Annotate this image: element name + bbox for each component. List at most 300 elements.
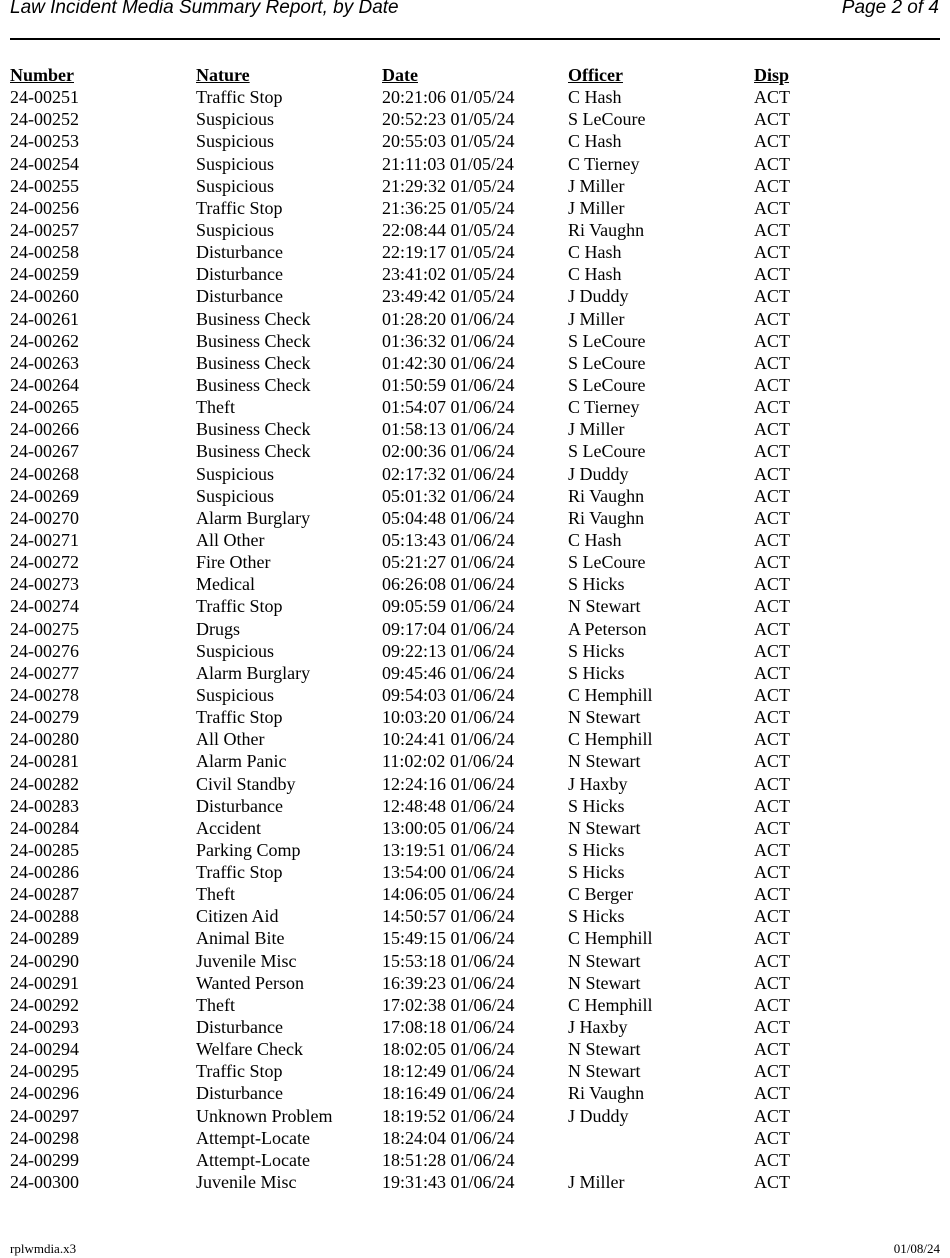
incident-number: 24-00283 [10, 795, 79, 816]
incident-number: 24-00297 [10, 1105, 79, 1126]
incident-date: 06:26:08 01/06/24 [382, 574, 515, 595]
incident-date: 17:08:18 01/06/24 [382, 1017, 515, 1038]
incident-number: 24-00291 [10, 972, 79, 993]
table-row [10, 662, 940, 684]
table-row [10, 1149, 940, 1171]
incident-officer: Ri Vaughn [568, 1083, 645, 1104]
incident-date: 01:50:59 01/06/24 [382, 374, 515, 395]
incident-nature: Alarm Burglary [196, 662, 311, 683]
table-row [10, 130, 940, 152]
incident-officer: N Stewart [568, 596, 641, 617]
incident-disp: ACT [754, 397, 790, 418]
table-header-row [10, 64, 940, 86]
incident-nature: Traffic Stop [196, 87, 283, 108]
incident-disp: ACT [754, 817, 790, 838]
table-row [10, 839, 940, 861]
incident-nature: Traffic Stop [196, 1061, 283, 1082]
incident-nature: Drugs [196, 618, 240, 639]
incident-date: 09:54:03 01/06/24 [382, 684, 515, 705]
incident-nature: Suspicious [196, 463, 275, 484]
incident-officer: J Miller [568, 419, 625, 440]
incident-officer: S LeCoure [568, 330, 646, 351]
incident-disp: ACT [754, 773, 790, 794]
table-row [10, 1038, 940, 1060]
incident-number: 24-00287 [10, 884, 79, 905]
table-row [10, 197, 940, 219]
report-title: Law Incident Media Summary Report, by Date [10, 0, 399, 18]
incident-officer: S LeCoure [568, 109, 646, 130]
incident-nature: All Other [196, 529, 265, 550]
table-row [10, 396, 940, 418]
incident-number: 24-00289 [10, 928, 79, 949]
incident-number: 24-00282 [10, 773, 79, 794]
incident-disp: ACT [754, 552, 790, 573]
incident-officer: Ri Vaughn [568, 507, 645, 528]
table-row [10, 219, 940, 241]
incident-disp: ACT [754, 1039, 790, 1060]
incident-number: 24-00273 [10, 574, 79, 595]
table-row [10, 773, 940, 795]
incident-nature: Alarm Burglary [196, 507, 311, 528]
incident-nature: Disturbance [196, 1017, 283, 1038]
incident-number: 24-00277 [10, 662, 79, 683]
incident-nature: Disturbance [196, 242, 283, 263]
incident-nature: Suspicious [196, 485, 275, 506]
table-row [10, 308, 940, 330]
incident-nature: Disturbance [196, 795, 283, 816]
incident-officer: S Hicks [568, 640, 625, 661]
incident-date: 05:21:27 01/06/24 [382, 552, 515, 573]
table-row [10, 507, 940, 529]
incident-date: 05:13:43 01/06/24 [382, 529, 515, 550]
table-row [10, 684, 940, 706]
table-row [10, 463, 940, 485]
incident-table [10, 64, 940, 1193]
incident-officer: N Stewart [568, 707, 641, 728]
incident-date: 18:19:52 01/06/24 [382, 1105, 515, 1126]
incident-officer: J Miller [568, 1172, 625, 1193]
incident-date: 09:45:46 01/06/24 [382, 662, 515, 683]
incident-disp: ACT [754, 1172, 790, 1193]
incident-number: 24-00255 [10, 175, 79, 196]
incident-nature: Suspicious [196, 219, 275, 240]
incident-date: 10:03:20 01/06/24 [382, 707, 515, 728]
table-row [10, 728, 940, 750]
incident-number: 24-00281 [10, 751, 79, 772]
incident-date: 16:39:23 01/06/24 [382, 972, 515, 993]
incident-date: 05:01:32 01/06/24 [382, 485, 515, 506]
incident-nature: Wanted Person [196, 972, 305, 993]
incident-disp: ACT [754, 1105, 790, 1126]
incident-number: 24-00264 [10, 374, 79, 395]
incident-disp: ACT [754, 795, 790, 816]
incident-date: 23:41:02 01/05/24 [382, 264, 515, 285]
incident-nature: Business Check [196, 419, 311, 440]
incident-number: 24-00261 [10, 308, 79, 329]
incident-number: 24-00269 [10, 485, 79, 506]
table-row [10, 883, 940, 905]
column-header-officer: Officer [568, 65, 623, 85]
table-row [10, 1016, 940, 1038]
incident-disp: ACT [754, 906, 790, 927]
incident-officer: Ri Vaughn [568, 485, 645, 506]
incident-officer: N Stewart [568, 1039, 641, 1060]
incident-number: 24-00284 [10, 817, 79, 838]
table-row [10, 927, 940, 949]
incident-disp: ACT [754, 441, 790, 462]
incident-disp: ACT [754, 928, 790, 949]
incident-number: 24-00251 [10, 87, 79, 108]
incident-date: 05:04:48 01/06/24 [382, 507, 515, 528]
incident-disp: ACT [754, 109, 790, 130]
incident-disp: ACT [754, 751, 790, 772]
table-row [10, 1082, 940, 1104]
incident-date: 18:51:28 01/06/24 [382, 1149, 515, 1170]
incident-number: 24-00272 [10, 552, 79, 573]
incident-number: 24-00290 [10, 950, 79, 971]
incident-number: 24-00292 [10, 994, 79, 1015]
incident-nature: Unknown Problem [196, 1105, 333, 1126]
incident-officer: C Hash [568, 529, 622, 550]
table-row [10, 551, 940, 573]
incident-disp: ACT [754, 618, 790, 639]
incident-number: 24-00270 [10, 507, 79, 528]
incident-number: 24-00288 [10, 906, 79, 927]
incident-number: 24-00280 [10, 729, 79, 750]
header-divider [10, 38, 940, 40]
incident-nature: Juvenile Misc [196, 1172, 297, 1193]
table-row [10, 972, 940, 994]
incident-officer: Ri Vaughn [568, 219, 645, 240]
incident-disp: ACT [754, 684, 790, 705]
incident-number: 24-00271 [10, 529, 79, 550]
incident-number: 24-00263 [10, 352, 79, 373]
incident-date: 01:54:07 01/06/24 [382, 397, 515, 418]
incident-disp: ACT [754, 286, 790, 307]
incident-nature: Suspicious [196, 684, 275, 705]
incident-disp: ACT [754, 596, 790, 617]
incident-disp: ACT [754, 131, 790, 152]
incident-nature: Attempt-Locate [196, 1127, 310, 1148]
incident-officer: C Hash [568, 131, 622, 152]
incident-date: 01:58:13 01/06/24 [382, 419, 515, 440]
incident-disp: ACT [754, 839, 790, 860]
incident-nature: Suspicious [196, 640, 275, 661]
incident-officer: J Duddy [568, 1105, 629, 1126]
incident-number: 24-00300 [10, 1172, 79, 1193]
table-row [10, 529, 940, 551]
incident-officer: C Hash [568, 242, 622, 263]
incident-nature: Animal Bite [196, 928, 285, 949]
incident-nature: Traffic Stop [196, 596, 283, 617]
incident-number: 24-00256 [10, 197, 79, 218]
incident-date: 21:11:03 01/05/24 [382, 153, 514, 174]
table-row [10, 241, 940, 263]
incident-nature: Theft [196, 397, 235, 418]
incident-date: 20:52:23 01/05/24 [382, 109, 515, 130]
incident-officer: A Peterson [568, 618, 647, 639]
incident-nature: Business Check [196, 374, 311, 395]
incident-number: 24-00268 [10, 463, 79, 484]
incident-nature: All Other [196, 729, 265, 750]
incident-nature: Civil Standby [196, 773, 296, 794]
incident-officer: C Hemphill [568, 928, 653, 949]
incident-date: 09:05:59 01/06/24 [382, 596, 515, 617]
incident-date: 18:02:05 01/06/24 [382, 1039, 515, 1060]
incident-disp: ACT [754, 153, 790, 174]
incident-disp: ACT [754, 1061, 790, 1082]
incident-date: 18:24:04 01/06/24 [382, 1127, 515, 1148]
incident-nature: Juvenile Misc [196, 950, 297, 971]
incident-disp: ACT [754, 463, 790, 484]
incident-disp: ACT [754, 419, 790, 440]
incident-nature: Traffic Stop [196, 197, 283, 218]
incident-number: 24-00295 [10, 1061, 79, 1082]
table-row [10, 994, 940, 1016]
incident-disp: ACT [754, 219, 790, 240]
incident-nature: Disturbance [196, 264, 283, 285]
incident-officer: J Duddy [568, 286, 629, 307]
incident-date: 09:17:04 01/06/24 [382, 618, 515, 639]
page-indicator: Page 2 of 4 [841, 0, 939, 18]
incident-number: 24-00274 [10, 596, 79, 617]
incident-officer: C Berger [568, 884, 634, 905]
table-row [10, 573, 940, 595]
incident-nature: Accident [196, 817, 261, 838]
incident-disp: ACT [754, 529, 790, 550]
incident-nature: Theft [196, 884, 235, 905]
incident-nature: Suspicious [196, 131, 275, 152]
table-row [10, 374, 940, 396]
incident-officer: S Hicks [568, 906, 625, 927]
incident-date: 17:02:38 01/06/24 [382, 994, 515, 1015]
incident-date: 15:49:15 01/06/24 [382, 928, 515, 949]
incident-number: 24-00275 [10, 618, 79, 639]
incident-date: 14:06:05 01/06/24 [382, 884, 515, 905]
incident-disp: ACT [754, 1017, 790, 1038]
incident-date: 21:36:25 01/05/24 [382, 197, 515, 218]
table-row [10, 108, 940, 130]
incident-number: 24-00258 [10, 242, 79, 263]
incident-number: 24-00252 [10, 109, 79, 130]
incident-nature: Alarm Panic [196, 751, 287, 772]
table-row [10, 1060, 940, 1082]
incident-disp: ACT [754, 374, 790, 395]
column-header-date: Date [382, 65, 418, 85]
incident-date: 20:21:06 01/05/24 [382, 87, 515, 108]
incident-officer: J Miller [568, 308, 625, 329]
incident-officer: J Duddy [568, 463, 629, 484]
incident-number: 24-00293 [10, 1017, 79, 1038]
incident-number: 24-00294 [10, 1039, 79, 1060]
incident-date: 13:19:51 01/06/24 [382, 839, 515, 860]
incident-officer: J Miller [568, 197, 625, 218]
incident-nature: Disturbance [196, 1083, 283, 1104]
incident-date: 15:53:18 01/06/24 [382, 950, 515, 971]
incident-officer: C Hemphill [568, 729, 653, 750]
table-row [10, 905, 940, 927]
incident-nature: Suspicious [196, 175, 275, 196]
incident-disp: ACT [754, 87, 790, 108]
incident-officer: S Hicks [568, 839, 625, 860]
incident-date: 02:17:32 01/06/24 [382, 463, 515, 484]
incident-disp: ACT [754, 485, 790, 506]
incident-officer: N Stewart [568, 1061, 641, 1082]
incident-number: 24-00279 [10, 707, 79, 728]
incident-nature: Citizen Aid [196, 906, 279, 927]
incident-nature: Disturbance [196, 286, 283, 307]
table-row [10, 750, 940, 772]
table-row [10, 175, 940, 197]
footer-date: 01/08/24 [893, 1241, 940, 1256]
column-header-number: Number [10, 65, 74, 85]
table-row [10, 618, 940, 640]
incident-disp: ACT [754, 352, 790, 373]
incident-nature: Business Check [196, 330, 311, 351]
incident-date: 01:36:32 01/06/24 [382, 330, 515, 351]
incident-date: 22:08:44 01/05/24 [382, 219, 515, 240]
table-row [10, 418, 940, 440]
incident-number: 24-00254 [10, 153, 79, 174]
column-header-disp: Disp [754, 65, 790, 85]
footer-report-code: rplwmdia.x3 [10, 1241, 77, 1256]
incident-number: 24-00298 [10, 1127, 79, 1148]
incident-number: 24-00299 [10, 1149, 79, 1170]
incident-nature: Suspicious [196, 153, 275, 174]
incident-date: 20:55:03 01/05/24 [382, 131, 515, 152]
incident-date: 02:00:36 01/06/24 [382, 441, 515, 462]
incident-officer: C Tierney [568, 153, 640, 174]
table-row [10, 153, 940, 175]
incident-disp: ACT [754, 1149, 790, 1170]
incident-number: 24-00267 [10, 441, 79, 462]
incident-disp: ACT [754, 330, 790, 351]
column-header-nature: Nature [196, 65, 250, 85]
incident-nature: Theft [196, 994, 235, 1015]
incident-officer: J Haxby [568, 1017, 628, 1038]
incident-officer: C Tierney [568, 397, 640, 418]
incident-date: 18:12:49 01/06/24 [382, 1061, 515, 1082]
incident-disp: ACT [754, 950, 790, 971]
incident-disp: ACT [754, 574, 790, 595]
incident-nature: Traffic Stop [196, 862, 283, 883]
table-row [10, 440, 940, 462]
incident-nature: Traffic Stop [196, 707, 283, 728]
table-row [10, 795, 940, 817]
incident-officer: S Hicks [568, 862, 625, 883]
table-row [10, 640, 940, 662]
table-row [10, 352, 940, 374]
incident-disp: ACT [754, 662, 790, 683]
incident-number: 24-00286 [10, 862, 79, 883]
incident-date: 19:31:43 01/06/24 [382, 1172, 515, 1193]
incident-officer: J Haxby [568, 773, 628, 794]
incident-officer: S Hicks [568, 795, 625, 816]
incident-disp: ACT [754, 994, 790, 1015]
incident-number: 24-00285 [10, 839, 79, 860]
incident-nature: Fire Other [196, 552, 271, 573]
incident-number: 24-00262 [10, 330, 79, 351]
incident-disp: ACT [754, 640, 790, 661]
incident-number: 24-00266 [10, 419, 79, 440]
incident-disp: ACT [754, 507, 790, 528]
incident-officer: N Stewart [568, 950, 641, 971]
incident-nature: Welfare Check [196, 1039, 303, 1060]
incident-officer: N Stewart [568, 817, 641, 838]
incident-nature: Attempt-Locate [196, 1149, 310, 1170]
incident-number: 24-00257 [10, 219, 79, 240]
incident-nature: Business Check [196, 441, 311, 462]
table-row [10, 1171, 940, 1193]
incident-disp: ACT [754, 264, 790, 285]
incident-date: 18:16:49 01/06/24 [382, 1083, 515, 1104]
table-row [10, 595, 940, 617]
table-row [10, 706, 940, 728]
table-row [10, 861, 940, 883]
incident-officer: S LeCoure [568, 352, 646, 373]
incident-date: 23:49:42 01/05/24 [382, 286, 515, 307]
incident-nature: Business Check [196, 308, 311, 329]
incident-date: 01:28:20 01/06/24 [382, 308, 515, 329]
table-row [10, 485, 940, 507]
table-row [10, 1105, 940, 1127]
incident-disp: ACT [754, 862, 790, 883]
incident-officer: S LeCoure [568, 374, 646, 395]
incident-number: 24-00276 [10, 640, 79, 661]
incident-date: 14:50:57 01/06/24 [382, 906, 515, 927]
incident-disp: ACT [754, 884, 790, 905]
incident-number: 24-00265 [10, 397, 79, 418]
table-row [10, 285, 940, 307]
incident-date: 11:02:02 01/06/24 [382, 751, 514, 772]
incident-officer: C Hash [568, 87, 622, 108]
incident-date: 09:22:13 01/06/24 [382, 640, 515, 661]
incident-date: 13:00:05 01/06/24 [382, 817, 515, 838]
incident-disp: ACT [754, 972, 790, 993]
incident-date: 21:29:32 01/05/24 [382, 175, 515, 196]
incident-number: 24-00278 [10, 684, 79, 705]
table-row [10, 263, 940, 285]
incident-officer: J Miller [568, 175, 625, 196]
table-row [10, 817, 940, 839]
table-row [10, 950, 940, 972]
incident-officer: S LeCoure [568, 552, 646, 573]
incident-officer: S Hicks [568, 574, 625, 595]
incident-number: 24-00259 [10, 264, 79, 285]
incident-disp: ACT [754, 175, 790, 196]
incident-date: 01:42:30 01/06/24 [382, 352, 515, 373]
incident-number: 24-00296 [10, 1083, 79, 1104]
incident-officer: S Hicks [568, 662, 625, 683]
incident-disp: ACT [754, 1127, 790, 1148]
incident-date: 22:19:17 01/05/24 [382, 242, 515, 263]
incident-disp: ACT [754, 242, 790, 263]
incident-officer: C Hemphill [568, 684, 653, 705]
incident-date: 12:48:48 01/06/24 [382, 795, 515, 816]
incident-officer: S LeCoure [568, 441, 646, 462]
incident-officer: N Stewart [568, 751, 641, 772]
incident-disp: ACT [754, 729, 790, 750]
incident-disp: ACT [754, 1083, 790, 1104]
incident-nature: Medical [196, 574, 255, 595]
incident-disp: ACT [754, 197, 790, 218]
incident-date: 12:24:16 01/06/24 [382, 773, 515, 794]
incident-officer: C Hemphill [568, 994, 653, 1015]
incident-nature: Business Check [196, 352, 311, 373]
incident-date: 10:24:41 01/06/24 [382, 729, 515, 750]
incident-number: 24-00260 [10, 286, 79, 307]
incident-officer: C Hash [568, 264, 622, 285]
